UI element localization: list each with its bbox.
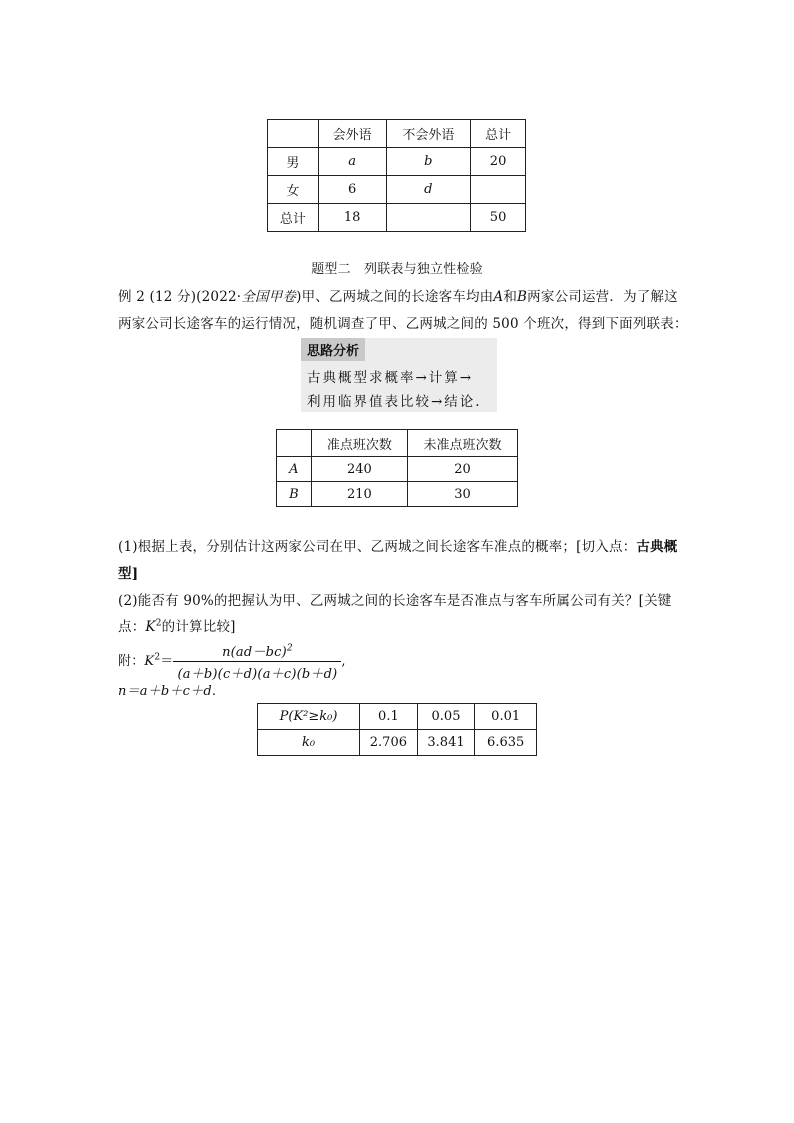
question-1 xyxy=(118,535,678,555)
table-row xyxy=(268,120,526,148)
table-cell: 3.841 xyxy=(417,730,475,756)
table-cell xyxy=(268,120,319,148)
question-1-keyword-cont: 型] xyxy=(118,566,139,582)
table-cell: 20 xyxy=(407,457,517,482)
question-2-prefix: 点： xyxy=(118,619,146,635)
example-lead: 例 2 (12 分)(2022· xyxy=(118,289,242,305)
section-title-text: 题型二 列联表与独立性检验 xyxy=(311,262,483,277)
table-row xyxy=(258,704,537,730)
hint-title: 思路分析 xyxy=(301,338,365,361)
example-text: )甲、乙两城之间的长途客车均由 xyxy=(296,289,494,305)
table-cell xyxy=(386,204,471,232)
example-line-1 xyxy=(118,285,678,305)
table-cell: b xyxy=(386,148,471,176)
table-row xyxy=(277,430,518,457)
table-cell: 男 xyxy=(268,148,319,176)
example-text-2: 两家公司运营．为了解这 xyxy=(527,289,678,305)
hint-line-1: 古典概型求概率→计算→ xyxy=(307,370,474,386)
contingency-table-buses xyxy=(276,429,518,507)
table-cell: 20 xyxy=(471,148,526,176)
k-exponent: 2 xyxy=(155,618,162,629)
table-cell: 30 xyxy=(407,482,517,507)
formula-numerator xyxy=(173,641,341,662)
formula-comma: , xyxy=(341,654,346,669)
example-line-2-text: 两家公司长途客车的运行情况，随机调查了甲、乙两城之间的 500 个班次，得到下面列联表： xyxy=(118,316,688,332)
table-cell: A xyxy=(277,457,312,482)
table-cell: 240 xyxy=(311,457,407,482)
formula xyxy=(118,641,346,682)
table-row xyxy=(277,457,518,482)
formula-equals: ＝ xyxy=(160,654,174,669)
formula-prefix: 附： xyxy=(118,654,145,669)
table-cell: 0.1 xyxy=(360,704,418,730)
table-cell: 不会外语 xyxy=(386,120,471,148)
company-b: B xyxy=(517,289,528,305)
table-cell: k₀ xyxy=(258,730,360,756)
table-cell: 0.01 xyxy=(475,704,537,730)
formula-fraction xyxy=(173,641,341,682)
formula-n xyxy=(118,680,216,699)
formula-k-exponent: 2 xyxy=(154,652,161,663)
question-2 xyxy=(118,589,672,609)
table-cell: P(K²≥k₀) xyxy=(258,704,360,730)
numerator-exponent: 2 xyxy=(286,643,293,654)
formula-k: K xyxy=(144,654,155,669)
table-cell: B xyxy=(277,482,312,507)
example-and: 和 xyxy=(503,289,518,305)
question-2-text: (2)能否有 90%的把握认为甲、乙两城之间的长途客车是否准点与客车所属公司有关？[关键 xyxy=(118,593,672,609)
table-cell: 0.05 xyxy=(417,704,475,730)
numerator-text: n(ad－bc) xyxy=(222,645,287,660)
table-cell: 2.706 xyxy=(360,730,418,756)
question-2-suffix: 的计算比较] xyxy=(161,619,236,635)
formula-denominator: (a＋b)(c＋d)(a＋c)(b＋d) xyxy=(177,667,338,682)
table-cell: a xyxy=(318,148,386,176)
question-2-cont xyxy=(118,615,236,635)
table-cell: 未准点班次数 xyxy=(407,430,517,457)
hint-box xyxy=(301,338,497,412)
table-cell: 18 xyxy=(318,204,386,232)
table-cell: 女 xyxy=(268,176,319,204)
company-a: A xyxy=(493,289,504,305)
table-cell: 50 xyxy=(471,204,526,232)
question-1-text: (1)根据上表，分别估计这两家公司在甲、乙两城之间长途客车准点的概率；[切入点： xyxy=(118,539,637,555)
table-row xyxy=(268,176,526,204)
table-row xyxy=(268,148,526,176)
table-row xyxy=(277,482,518,507)
example-source: 全国甲卷 xyxy=(241,289,297,305)
formula-n-text: n＝a＋b＋c＋d. xyxy=(118,684,217,699)
hint-line-2: 利用临界值表比较→结论. xyxy=(307,394,482,410)
question-1-keyword: 古典概 xyxy=(636,539,678,555)
table-cell: 总计 xyxy=(268,204,319,232)
table-cell: d xyxy=(386,176,471,204)
table-cell: 6.635 xyxy=(475,730,537,756)
table-cell xyxy=(471,176,526,204)
table-cell: 会外语 xyxy=(318,120,386,148)
table-cell: 6 xyxy=(318,176,386,204)
contingency-table-language xyxy=(267,119,526,232)
section-title xyxy=(0,258,794,277)
table-row xyxy=(258,730,537,756)
table-cell: 总计 xyxy=(471,120,526,148)
k-symbol: K xyxy=(145,619,156,635)
table-row xyxy=(268,204,526,232)
table-cell xyxy=(277,430,312,457)
critical-value-table xyxy=(257,703,537,756)
table-cell: 210 xyxy=(311,482,407,507)
table-cell: 准点班次数 xyxy=(311,430,407,457)
question-1-cont xyxy=(118,562,138,582)
example-line-2 xyxy=(118,312,688,332)
